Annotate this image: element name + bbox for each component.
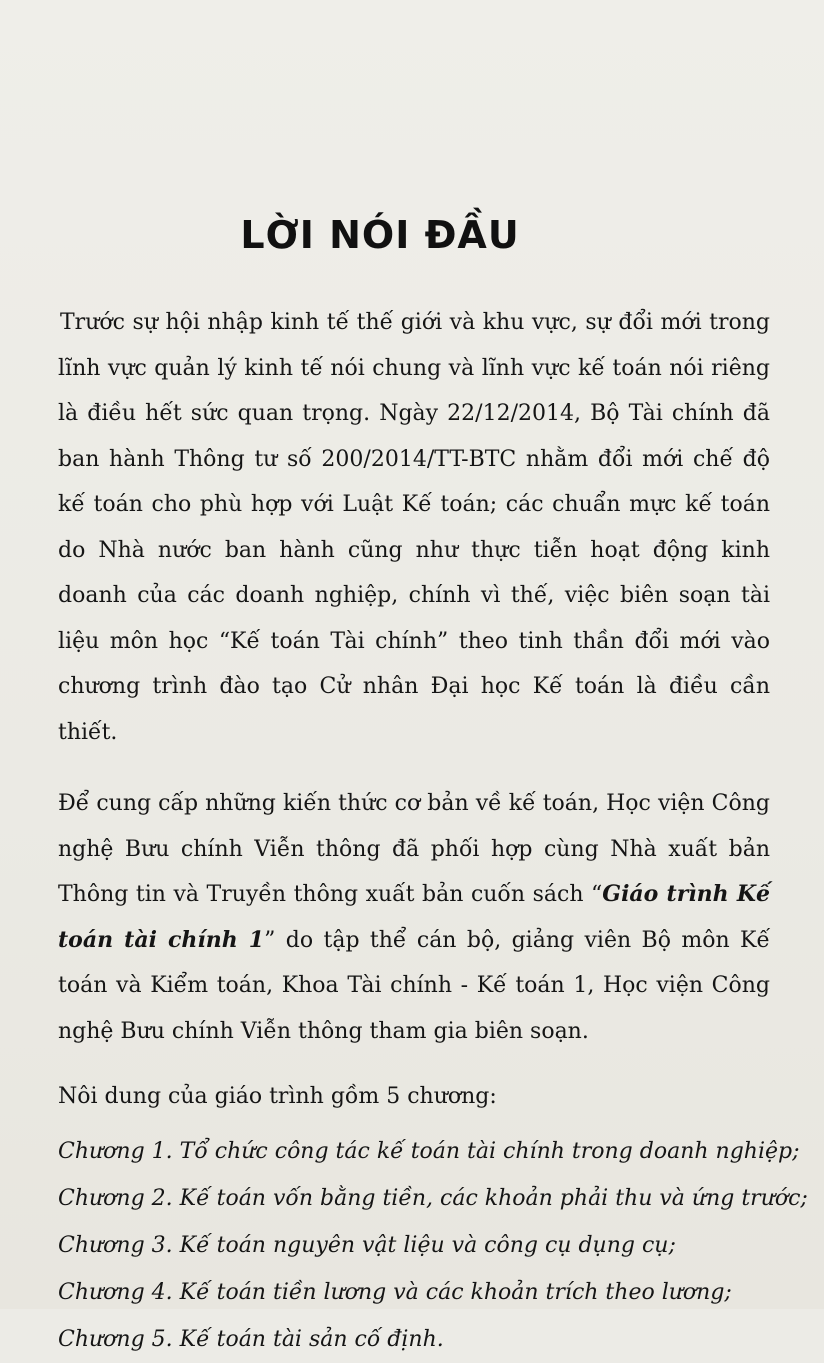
chapter-item: Chương 1. Tổ chức công tác kế toán tài chính trong doanh nghiệp;: [58, 1138, 800, 1164]
book-title: Giáo trình Kế toán tài chính 1: [58, 881, 770, 953]
paragraph-intro: [58, 300, 770, 755]
chapter-item: Chương 4. Kế toán tiền lương và các khoản trích theo lương;: [58, 1279, 732, 1305]
chapter-list: [58, 1128, 808, 1363]
paragraph-publication-text-after: ” do tập thể cán bộ, giảng viên Bộ môn Kế toán và Kiểm toán, Khoa Tài chính - Kế toán 1, Học viện Công nghệ Bưu chính Viễn thông tham gia biên soạn.: [58, 927, 770, 1044]
paragraph-publication: [58, 781, 770, 1054]
preface-body: [58, 300, 808, 1363]
paragraph-intro-text: Trước sự hội nhập kinh tế thế giới và khu vực, sự đổi mới trong lĩnh vực quản lý kinh tế nói chung và lĩnh vực kế toán nói riêng là điều hết sức quan trọng. Ngày 22/12/2014, Bộ Tài chính đã ban hành Thông tư số 200/2014/TT-BTC nhằm đổi mới chế độ kế toán cho phù hợp với Luật Kế toán; các chuẩn mực kế toán do Nhà nước ban hành cũng như thực tiễn hoạt động kinh doanh của các doanh nghiệp, chính vì thế, việc biên soạn tài liệu môn học “Kế toán Tài chính” theo tinh thần đổi mới vào chương trình đào tạo Cử nhân Đại học Kế toán là điều cần thiết.: [58, 310, 770, 745]
paragraph-publication-text-before: Để cung cấp những kiến thức cơ bản về kế toán, Học viện Công nghệ Bưu chính Viễn thông đã phối hợp cùng Nhà xuất bản Thông tin và Truyền thông xuất bản cuốn sách “: [58, 791, 770, 907]
chapter-item: Chương 2. Kế toán vốn bằng tiền, các khoản phải thu và ứng trước;: [58, 1185, 808, 1211]
chapter-item: Chương 5. Kế toán tài sản cố định.: [58, 1326, 444, 1352]
paragraph-contents: Nôi dung của giáo trình gồm 5 chương:: [58, 1084, 497, 1109]
chapter-item: Chương 3. Kế toán nguyên vật liệu và công cụ dụng cụ;: [58, 1232, 676, 1258]
page-title: LỜI NÓI ĐẦU: [240, 213, 520, 257]
